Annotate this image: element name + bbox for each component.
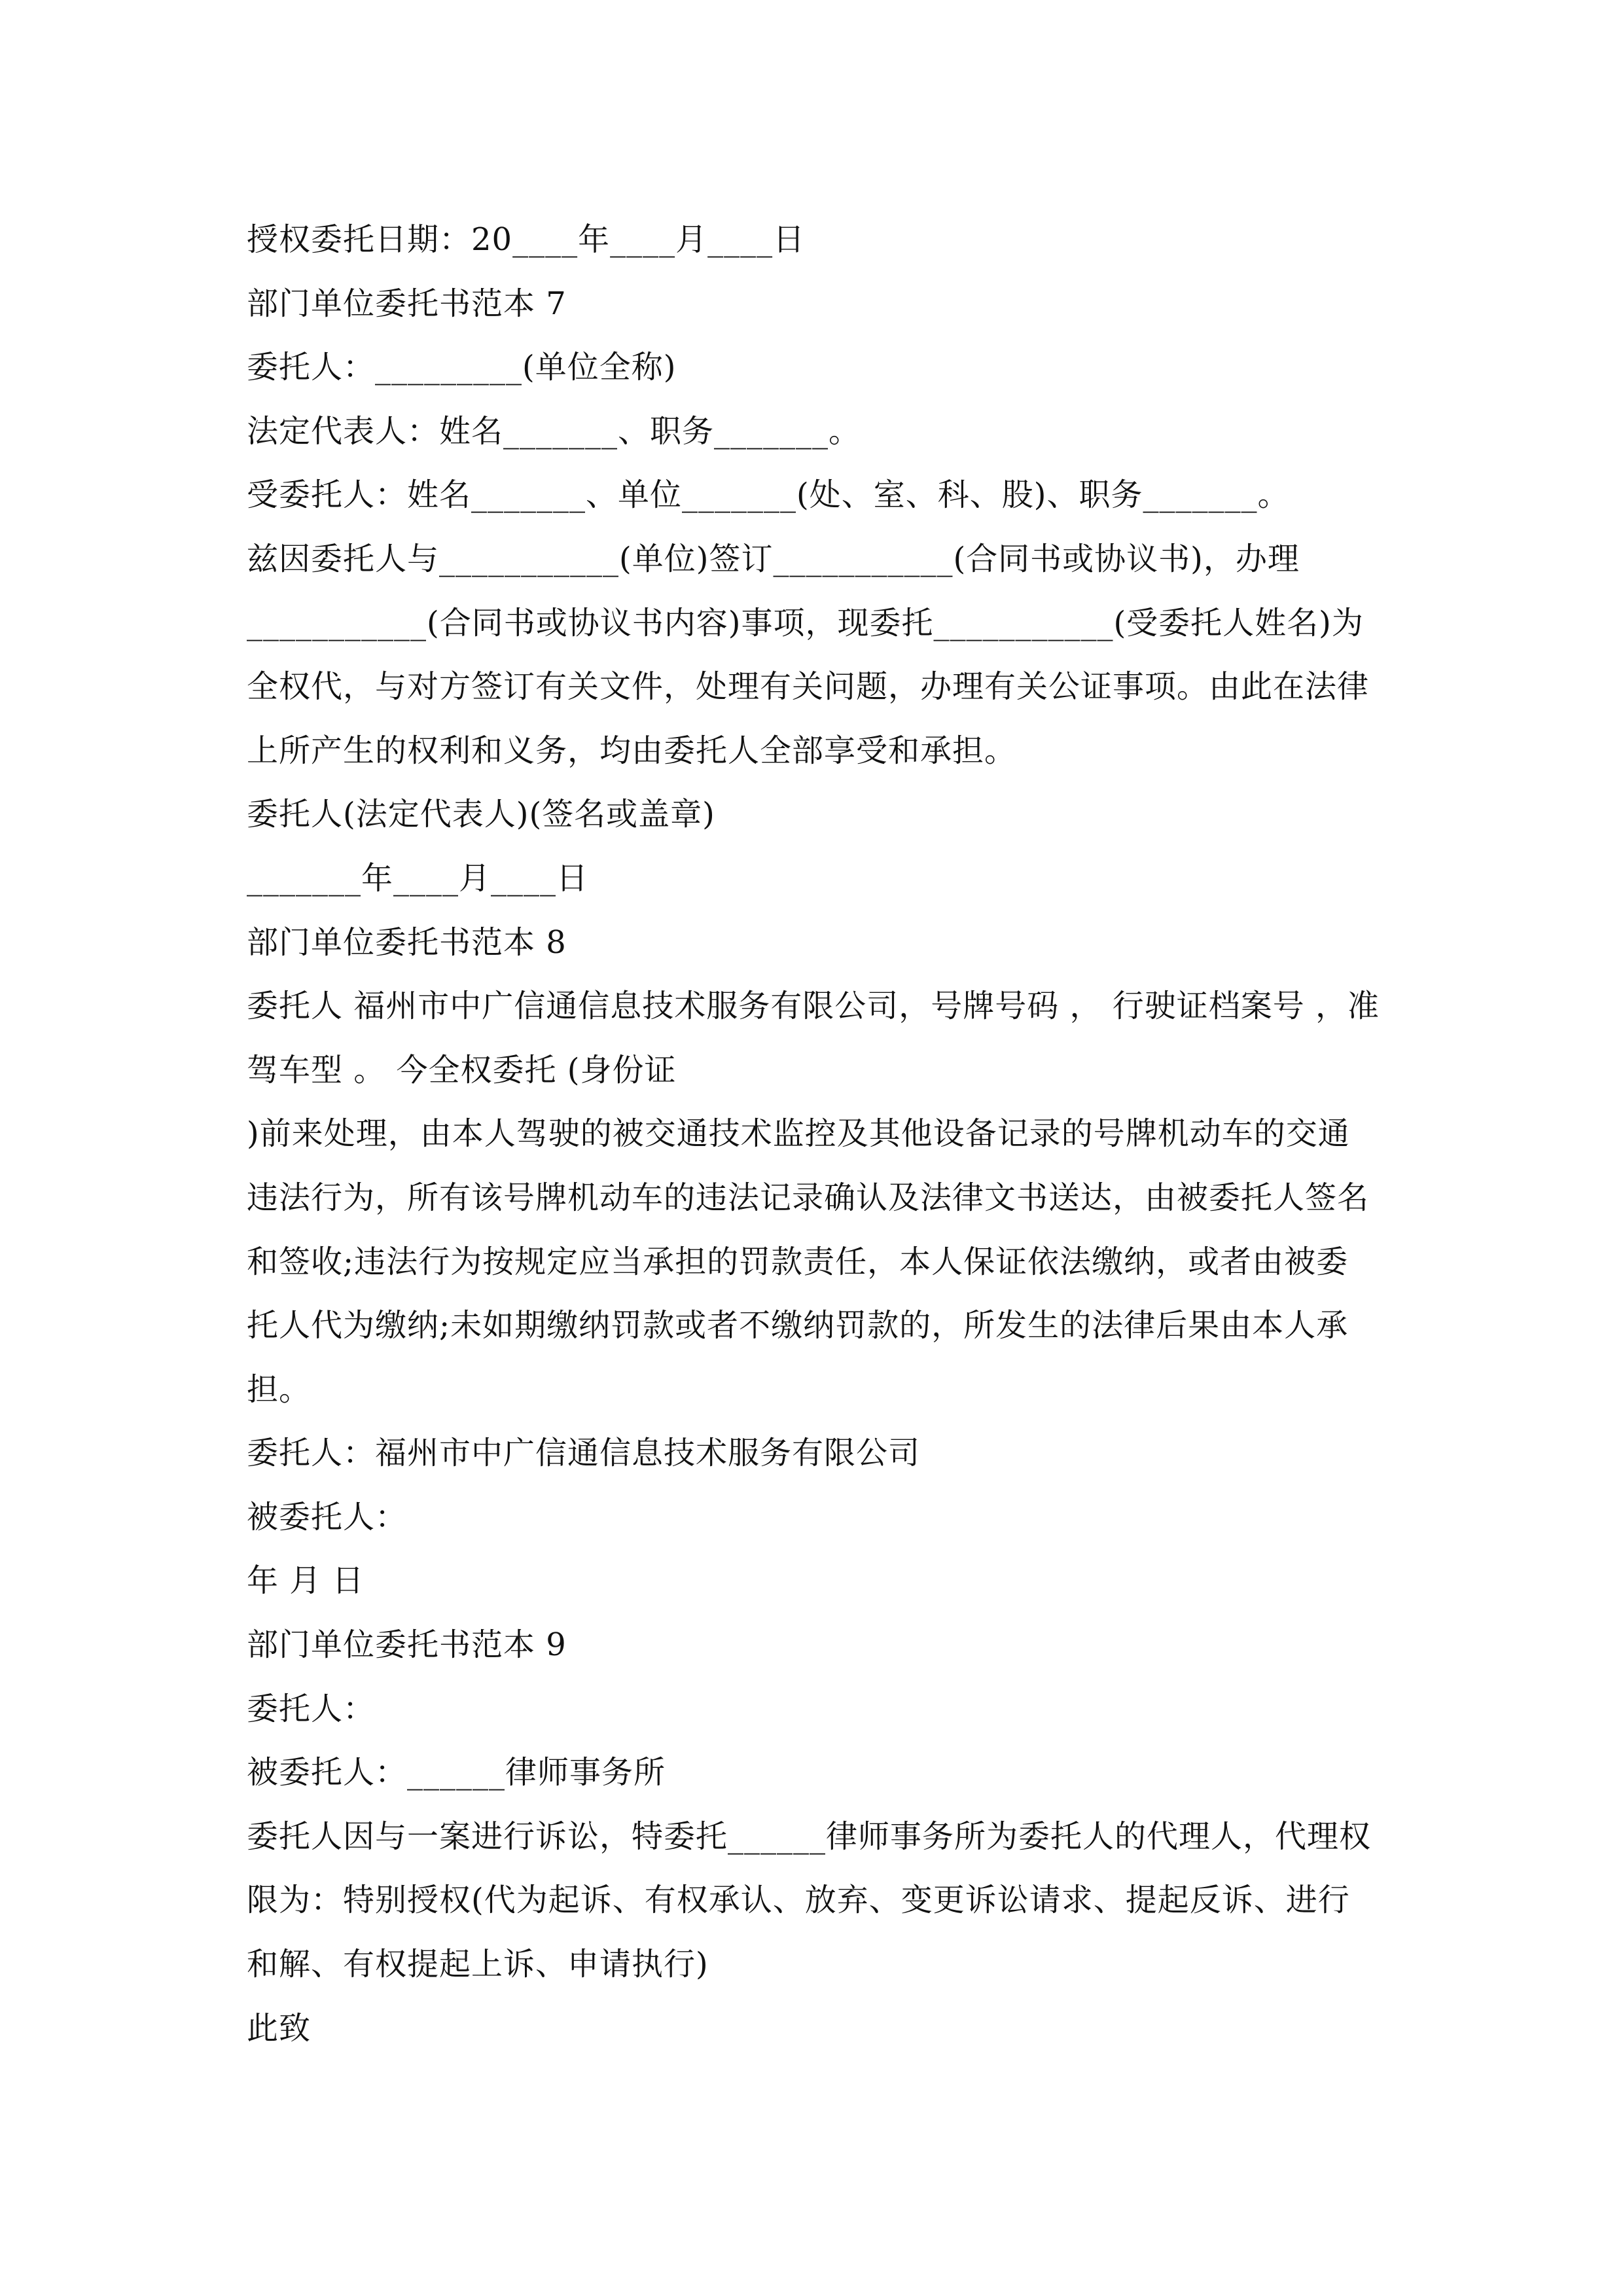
t9-principal-line: 委托人： — [247, 1690, 376, 1727]
t7-body-line-2: ___________(合同书或协议书内容)事项，现委托___________(受委托人姓名)为 — [247, 604, 1364, 641]
template-9-heading: 部门单位委托书范本 9 — [247, 1626, 567, 1664]
t8-body-line-6: 托人代为缴纳;未如期缴纳罚款或者不缴纳罚款的，所发生的法律后果由本人承 — [247, 1307, 1349, 1344]
t7-date-line: _______年____月____日 — [247, 859, 589, 897]
t7-signature-line: 委托人(法定代表人)(签名或盖章) — [247, 796, 715, 833]
t7-body-line-3: 全权代，与对方签订有关文件，处理有关问题，办理有关公证事项。由此在法律 — [247, 668, 1370, 706]
t7-body-line-4: 上所产生的权利和义务，均由委托人全部享受和承担。 — [247, 732, 1017, 769]
t9-body-line-1: 委托人因与一案进行诉讼，特委托______律师事务所为委托人的代理人，代理权 — [247, 1818, 1372, 1855]
t8-principal-line: 委托人：福州市中广信通信息技术服务有限公司 — [247, 1435, 921, 1472]
t8-body-line-3: )前来处理，由本人驾驶的被交通技术监控及其他设备记录的号牌机动车的交通 — [247, 1115, 1350, 1153]
authorization-date-line: 授权委托日期：20____年____月____日 — [247, 221, 806, 258]
t8-body-line-2: 驾车型 。 今全权委托 (身份证 — [247, 1051, 677, 1088]
t7-principal-line: 委托人：_________(单位全称) — [247, 349, 677, 386]
t9-agent-line: 被委托人：______律师事务所 — [247, 1754, 666, 1791]
t9-body-line-2: 限为：特别授权(代为起诉、有权承认、放弃、变更诉讼请求、提起反诉、进行 — [247, 1882, 1350, 1919]
t9-closing-line: 此致 — [247, 2009, 312, 2047]
t8-body-line-5: 和签收;违法行为按规定应当承担的罚款责任，本人保证依法缴纳，或者由被委 — [247, 1243, 1349, 1280]
template-8-heading: 部门单位委托书范本 8 — [247, 924, 567, 961]
t8-agent-line: 被委托人： — [247, 1498, 408, 1535]
document-body — [247, 208, 1412, 2060]
t7-legal-representative-line: 法定代表人：姓名_______、职务_______。 — [247, 412, 861, 450]
t8-body-line-7: 担。 — [247, 1371, 312, 1408]
t8-body-line-1: 委托人 福州市中广信通信息技术服务有限公司，号牌号码 ， 行驶证档案号 ，准 — [247, 988, 1380, 1025]
t9-body-line-3: 和解、有权提起上诉、申请执行) — [247, 1946, 709, 1983]
t8-date-line: 年 月 日 — [247, 1562, 365, 1600]
t8-body-line-4: 违法行为，所有该号牌机动车的违法记录确认及法律文书送达，由被委托人签名 — [247, 1179, 1370, 1216]
t7-body-line-1: 兹因委托人与___________(单位)签订___________(合同书或协议书)，办理 — [247, 540, 1300, 577]
template-7-heading: 部门单位委托书范本 7 — [247, 285, 567, 322]
t7-agent-line: 受委托人：姓名_______、单位_______(处、室、科、股)、职务_______。 — [247, 476, 1290, 514]
